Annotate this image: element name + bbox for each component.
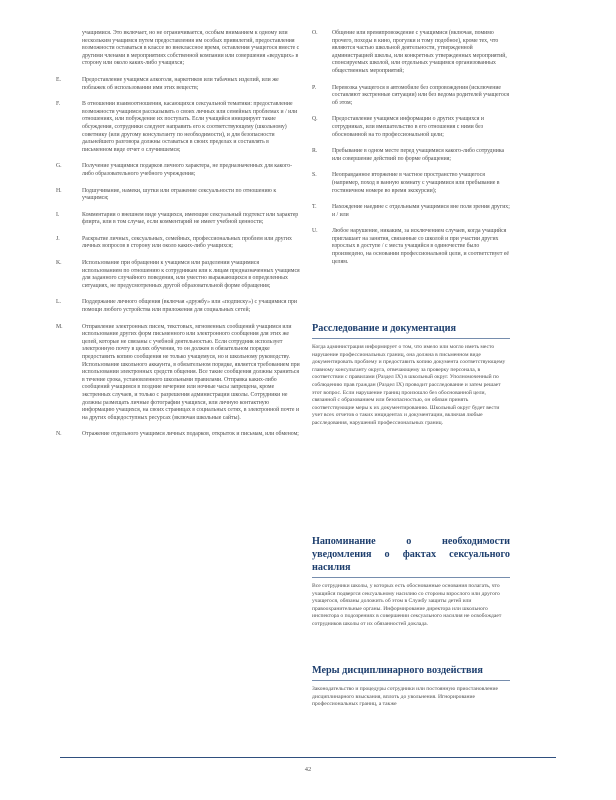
list-item-text: Предоставление учащимся информации о других учащихся и сотрудниках, или вмешательство в его отношения с ними без обоснованной на то профессиональной цели; — [332, 116, 484, 138]
list-item-letter: M. — [56, 323, 63, 330]
list-item — [312, 30, 510, 76]
section-divider — [312, 680, 510, 681]
section-discipline — [312, 664, 510, 709]
list-item-letter: H. — [56, 187, 62, 194]
list-item-text: Комментарии о внешнем виде учащихся, имеющие сексуальный подтекст или характер флирта, или в том случае, если комментарий не имеет учебной ценности; — [82, 211, 299, 226]
section-body: Законодательство и процедуры сотрудники или постоянную приостановление дисциплинарного взыскания, вплоть до увольнения. Игнорирование профессиональных границ, а также — [312, 686, 499, 708]
footer-divider — [60, 757, 556, 758]
section-reminder — [312, 535, 510, 629]
list-item-text: Раскрытие личных, сексуальных, семейных, профессиональных проблем или других личных вопросов в сторону или около каких-либо учащихся; — [82, 235, 292, 250]
list-item — [56, 187, 300, 203]
section-investigation — [312, 322, 510, 428]
list-item-text: Отправление электронных писем, текстовых, мгновенных сообщений учащимся или использование других форм письменного или электронного сообщения для этих же целей, которые не связаны с учебной деятельностью. Если сотрудник использует электронную почту в целях обучения, то он должен в обязательном порядке предоставить копию сообщения не только учащемуся, но и школьному руководству. Использование школьного аккаунта, в обязательном порядке, является требованием при использовании электронных средств общения. Все такие сообщения должны храниться в течение срока, установленного школьными правилами. Отправка каких-либо сообщений учащимся в поздние вечерние или ночные часы запрещена, кроме экстренных случаев, и только с разрешения администрации школы. Сотрудники не должны размещать личные фотографии учащихся, или личную контактную информацию учащихся, на своих страницах в социальных сетях, в электронной почте и на других общедоступных ресурсах (включая школьные сайты). — [82, 323, 300, 421]
list-item-text: Перевозка учащегося в автомобиле без сопровождения (исключение составляют экстренные ситуации) или без ведома родителей учащегося об этом; — [332, 84, 510, 106]
list-item-text: Неоправданное вторжение в частное пространство учащегося (например, поход в ванную комнату с учащимися или пребывание в гостиничном номере во время экскурсии); — [332, 172, 500, 194]
list-item-letter: S. — [312, 172, 317, 179]
list-item — [56, 299, 300, 314]
list-item-letter: T. — [312, 204, 317, 211]
list-item-letter: E. — [56, 76, 61, 83]
list-item-text: Предоставление учащимся алкоголя, наркотиков или табачных изделий, или же поблажек об использовании ими этих веществ; — [82, 76, 279, 91]
section-body: Все сотрудники школы, у которых есть обоснованные основания полагать, что учащийся подвергся сексуальному насилию со стороны взрослого или другого учащегося, обязаны доложить об этом в Службу защиты детей или правоохранительные органы. Информирование директора или школьного инспектора о подозрениях в совершении сексуального насилия не освобождает сотрудников школы от их обязанностей доклада. — [312, 583, 502, 627]
list-item-text: Нахождение наедине с отдельными учащимися вне поля зрения других; и / или — [332, 204, 510, 218]
list-item — [312, 204, 510, 219]
section-title: Напоминание о необходимости уведомления о фактах сексуального насилия — [312, 536, 510, 573]
list-item — [56, 235, 300, 251]
list-item — [56, 101, 300, 154]
list-item-letter: G. — [56, 163, 62, 170]
section-title: Меры дисциплинарного воздействия — [312, 665, 483, 676]
list-item — [56, 431, 300, 439]
list-item-letter: I. — [56, 211, 60, 218]
list-item-letter: N. — [56, 431, 62, 438]
right-list — [312, 30, 510, 266]
list-item-text: Подшучивание, намеки, шутки или отражение сексуальности по отношению к учащимся; — [82, 187, 277, 202]
list-item — [56, 323, 300, 423]
list-item-text: Получение учащимися подарков личного характера, не предназначенных для какого-либо образовательного учебного учреждения; — [82, 163, 293, 177]
section-body: Когда администрация информирует о том, что имело или могло иметь место нарушение профессиональных границ, она должна в письменном виде документировать проблему и предоставить копию документа соответствующему главному консультанту округа, отвечающему за проверку персонала, в соответствии с правилами (Раздел IX) в школьный округ. Уполномоченный по соблюдению прав граждан (Раздел IX) проводит расследование и затем решает этот вопрос. Если нарушение границ произошло без обоснованной цели, связанной с образованием или безопасностью, он обязан принять соответствующие меры к их документированию. Школьный округ будет вести учет всех отчетов о таких инцидентах и документации, включая любые расследования, нарушений профессиональных границ. — [312, 344, 506, 426]
list-item — [312, 85, 510, 108]
list-item-letter: Q. — [312, 116, 318, 123]
list-item-text: Пребывание в одном месте перед учащимися какого-либо сотрудника или совершение действий по форме обращения; — [332, 148, 505, 162]
list-item — [56, 260, 300, 290]
list-item — [56, 163, 300, 178]
list-item-letter: P. — [312, 84, 317, 91]
page-number: 42 — [304, 766, 312, 773]
list-item — [312, 148, 510, 163]
list-item — [312, 116, 510, 139]
list-item — [312, 172, 510, 195]
list-item-text: Отражение отдельного учащимся личных подарков, открыток и письмам, или обменом; — [82, 431, 299, 438]
list-item-letter: L. — [56, 299, 61, 306]
section-divider — [312, 577, 510, 578]
list-item-letter: J. — [56, 235, 60, 242]
left-column — [56, 30, 300, 448]
list-item-text: В отношении взаимоотношения, касающихся сексуальной тематики: предоставление возможности учащимся рассказывать о своих личных или семейных проблемах и / или отношениях, или побуждение их поступать. Если учащийся инициирует такие обсуждения, сотрудники следуют направить его к соответствующему (школьному) советнику (или другому консультанту по необходимости), и для безопасности дальнейшего разговора должны оставаться в своих пределах и составлять в письменном виде отчет о случившемся; — [82, 101, 298, 153]
list-item-letter: O. — [312, 30, 318, 36]
list-item-letter: K. — [56, 260, 62, 267]
left-list — [56, 76, 300, 439]
list-item — [56, 211, 300, 227]
continued-paragraph: учащимися. Это включает, но не ограничивается, особым вниманием к одному или нескольким учащимся путем предоставления им особых привилегий, предоставления возможности оставаться в классе во внеклассное время, оставления учащегося вместе с другими членами в мероприятиях собственной компании или совершения «ведущих» в сторону или около каких-либо учащихся; — [82, 30, 300, 67]
list-item-letter: U. — [312, 228, 318, 235]
section-divider — [312, 338, 510, 339]
list-item — [312, 228, 510, 266]
list-item — [56, 76, 300, 92]
list-item-letter: F. — [56, 101, 61, 108]
list-item-text: Использование при обращении к учащимся или разделении учащимися использованием по отношению к сотрудникам или к лицам предназначенных учащимся для заданного случайного поведения, или уместно выражающихся в определенных ситуациях, не предусмотренных другой образовательной форме обращения; — [82, 260, 300, 289]
list-item-text: Любое нарушение, никаким, за исключением случаев, когда учащийся приглашает на занятия, связанные со школой и при участии других взрослых в доступе / с места учащийся в одиночестве было произведено, на основании профессиональной цели, и соответствует её целям. — [332, 228, 509, 265]
right-column — [312, 30, 510, 275]
list-item-letter: R. — [312, 148, 318, 155]
list-item-text: Поддержание личного общения (включая «дружбу» или «подписку») с учащимися при помощи любого устройства или приложения для социальных сетей; — [82, 299, 298, 314]
list-item-text: Общение или времяпровождение с учащимися (включая, помимо прочего, походы в кино, прогулки и тому подобное), кроме тех, что являются частью школьной деятельности, утвержденной администрацией школы, или конкретных утвержденных мероприятий, спонсируемых школой, или отдельных учащимся организованных общественных мероприятий; — [332, 30, 507, 74]
section-title: Расследование и документация — [312, 323, 457, 334]
